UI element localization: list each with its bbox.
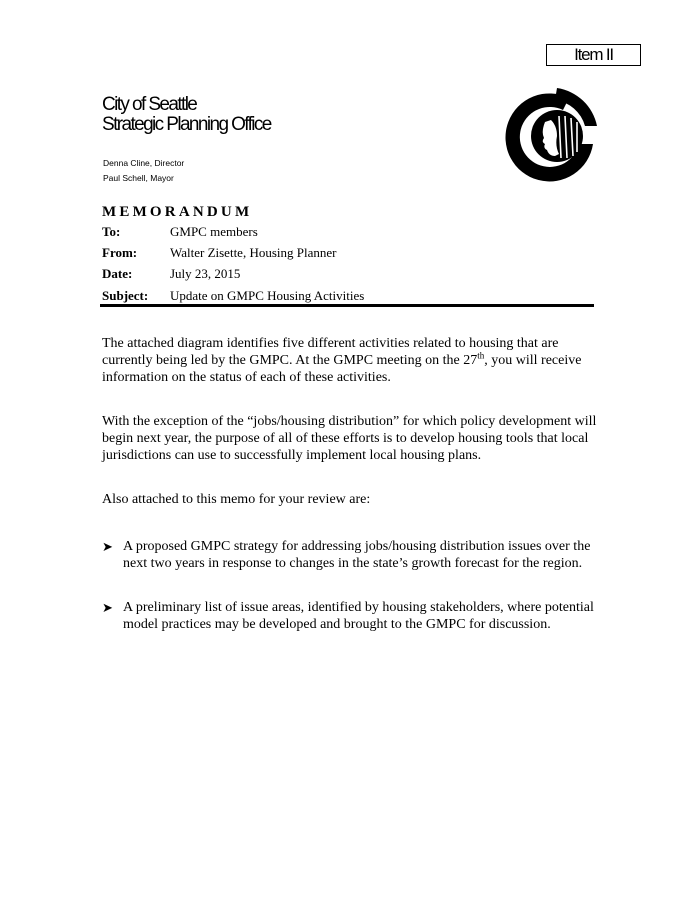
body-paragraph-2: With the exception of the “jobs/housing distribution” for which policy development will begin next year, the purpose of all of these efforts is to develop housing tools that local jurisdictions can use to successfully implement local housing plans. [102,414,597,463]
memo-from-label: From: [102,245,138,260]
memo-date-label: Date: [102,266,133,281]
paragraph-1-superscript: th [477,350,485,361]
bullet-item-1-text: A proposed GMPC strategy for addressing jobs/housing distribution issues over the next two years in response to changes in the state’s growth forecast for the region. [123,539,591,571]
body-paragraph-1 [102,335,602,386]
bullet-item-1 [102,538,602,572]
staff-mayor: Paul Schell, Mayor [103,173,174,183]
city-seal-logo [497,86,601,186]
memo-to-value: GMPC members [170,224,258,239]
memo-date-value: July 23, 2015 [170,266,241,281]
arrow-bullet-icon: ➤ [102,539,113,554]
bullet-item-2-text: A preliminary list of issue areas, identified by housing stakeholders, where potential model practices may be developed and brought to the GMPC for discussion. [123,600,594,632]
memo-subject-label: Subject: [102,288,149,303]
office-department: Strategic Planning Office [102,114,271,135]
memo-from-value: Walter Zisette, Housing Planner [170,245,337,260]
header-divider [100,304,594,307]
body-paragraph-3: Also attached to this memo for your review are: [102,492,371,507]
staff-list [103,156,184,186]
item-label-box: Item II [546,44,641,66]
arrow-bullet-icon: ➤ [102,600,113,615]
memo-title: MEMORANDUM [102,204,253,220]
staff-director: Denna Cline, Director [103,158,185,168]
paragraph-1-text-a: The attached diagram identifies five different activities related to housing that are currently being led by the GMPC. At the GMPC meeting on the 27 [102,336,559,368]
memo-subject-value: Update on GMPC Housing Activities [170,288,365,303]
memo-to-label: To: [102,224,121,239]
bullet-item-2 [102,599,602,633]
paragraph-1-text-b: , you will receive information on the status of each of these activities. [102,353,582,385]
office-name [102,95,271,135]
office-city: City of Seattle [102,94,197,115]
